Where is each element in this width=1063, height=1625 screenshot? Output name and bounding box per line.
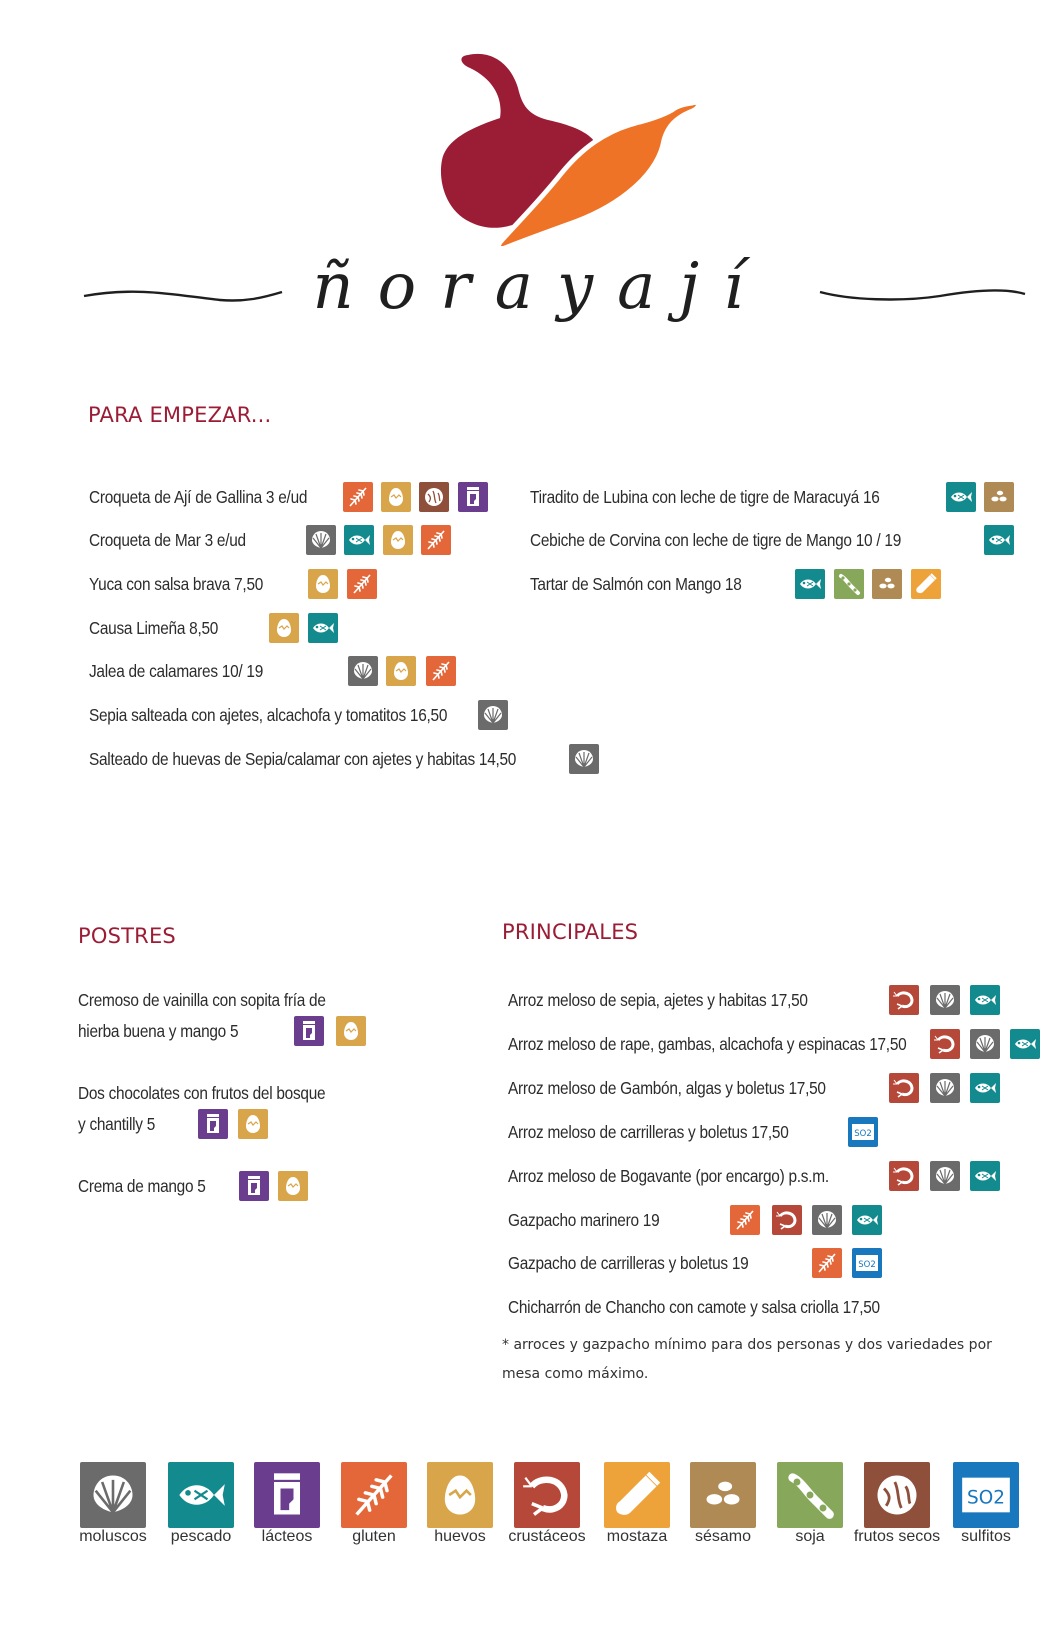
moluscos-icon [348, 656, 378, 686]
section-title-empezar: PARA EMPEZAR... [88, 403, 272, 427]
empezar-right-item-2-text: Tartar de Salmón con Mango 18 [530, 574, 742, 594]
principal-item-7-text: Chicharrón de Chancho con camote y salsa criolla 17,50 [508, 1297, 880, 1317]
svg-text:SO2: SO2 [967, 1487, 1005, 1509]
principal-item-6-text: Gazpacho de carrilleras y boletus 19 [508, 1253, 749, 1273]
huevos-icon [269, 613, 299, 643]
gluten-icon [426, 656, 456, 686]
footnote-line1: * arroces y gazpacho mínimo para dos personas y dos variedades por [502, 1337, 992, 1353]
empezar-right-item-1-text: Cebiche de Corvina con leche de tigre de Mango 10 / 19 [530, 530, 902, 550]
pescado-icon [946, 482, 976, 512]
crustaceos-icon [514, 1462, 580, 1528]
svg-text:SO2: SO2 [858, 1260, 876, 1270]
frutos-secos-icon [864, 1462, 930, 1528]
brand-logo [0, 0, 1063, 360]
moluscos-icon [80, 1462, 146, 1528]
pescado-icon [168, 1462, 234, 1528]
pescado-icon [1010, 1029, 1040, 1059]
lacteos-icon [294, 1016, 324, 1046]
pescado-icon [970, 1073, 1000, 1103]
huevos-icon [427, 1462, 493, 1528]
huevos-icon [278, 1171, 308, 1201]
empezar-item-3-text: Causa Limeña 8,50 [89, 618, 219, 638]
postres-item-0-line2-text: hierba buena y mango 5 [78, 1021, 239, 1041]
gluten-icon [812, 1248, 842, 1278]
principal-item-0-text: Arroz meloso de sepia, ajetes y habitas 17,50 [508, 990, 808, 1010]
postres-item-1-line2-text: y chantilly 5 [78, 1114, 156, 1134]
crustaceos-icon [889, 985, 919, 1015]
sulfitos-icon [848, 1117, 878, 1147]
empezar-item-6-text: Salteado de huevas de Sepia/calamar con ajetes y habitas 14,50 [89, 749, 517, 769]
legend-label-0: moluscos [79, 1528, 147, 1545]
lacteos-icon [198, 1109, 228, 1139]
sulfitos-icon [852, 1248, 882, 1278]
crustaceos-icon [930, 1029, 960, 1059]
gluten-icon [347, 569, 377, 599]
moluscos-icon [970, 1029, 1000, 1059]
footnote-line2: mesa como máximo. [502, 1366, 649, 1382]
gluten-icon [421, 525, 451, 555]
gluten-icon [343, 482, 373, 512]
moluscos-icon [930, 1073, 960, 1103]
principal-item-1-text: Arroz meloso de rape, gambas, alcachofa y espinacas 17,50 [508, 1034, 907, 1054]
legend-label-4: huevos [434, 1528, 486, 1545]
huevos-icon [336, 1016, 366, 1046]
empezar-right-item-0-text: Tiradito de Lubina con leche de tigre de Maracuyá 16 [530, 487, 880, 507]
frutos-secos-icon [419, 482, 449, 512]
moluscos-icon [812, 1205, 842, 1235]
legend-label-3: gluten [352, 1528, 396, 1545]
legend-label-9: frutos secos [853, 1528, 941, 1545]
pescado-icon [308, 613, 338, 643]
empezar-item-4-text: Jalea de calamares 10/ 19 [89, 661, 264, 681]
huevos-icon [238, 1109, 268, 1139]
lacteos-icon [458, 482, 488, 512]
moluscos-icon [569, 744, 599, 774]
sesamo-icon [872, 569, 902, 599]
principal-item-3-text: Arroz meloso de carrilleras y boletus 17,50 [508, 1122, 789, 1142]
empezar-item-5-text: Sepia salteada con ajetes, alcachofa y tomatitos 16,50 [89, 705, 448, 725]
empezar-item-2-text: Yuca con salsa brava 7,50 [89, 574, 264, 594]
lacteos-icon [254, 1462, 320, 1528]
crustaceos-icon [772, 1205, 802, 1235]
flourish-right [820, 290, 1025, 299]
sesamo-icon [984, 482, 1014, 512]
svg-text:SO2: SO2 [854, 1129, 872, 1139]
huevos-icon [383, 525, 413, 555]
legend-label-5: crustáceos [508, 1528, 586, 1545]
principal-item-2-text: Arroz meloso de Gambón, algas y boletus 17,50 [508, 1078, 826, 1098]
soja-icon [834, 569, 864, 599]
postres-item-0-line1-text: Cremoso de vainilla con sopita fría de [78, 990, 326, 1010]
pescado-icon [970, 1161, 1000, 1191]
pescado-icon [795, 569, 825, 599]
brand-wordmark: ñorayají [312, 250, 768, 324]
huevos-icon [381, 482, 411, 512]
principal-item-5-text: Gazpacho marinero 19 [508, 1210, 660, 1230]
legend-label-2: lácteos [261, 1528, 313, 1545]
moluscos-icon [478, 700, 508, 730]
flourish-left [84, 292, 282, 301]
gluten-icon [730, 1205, 760, 1235]
pescado-icon [852, 1205, 882, 1235]
mostaza-icon [604, 1462, 670, 1528]
crustaceos-icon [889, 1073, 919, 1103]
moluscos-icon [930, 1161, 960, 1191]
legend-label-10: sulfitos [961, 1528, 1011, 1545]
crustaceos-icon [889, 1161, 919, 1191]
lacteos-icon [239, 1171, 269, 1201]
principal-item-4-text: Arroz meloso de Bogavante (por encargo) p.s.m. [508, 1166, 829, 1186]
moluscos-icon [306, 525, 336, 555]
section-title-postres: POSTRES [78, 924, 176, 948]
postres-item-1-line1-text: Dos chocolates con frutos del bosque [78, 1083, 326, 1103]
empezar-item-1-text: Croqueta de Mar 3 e/ud [89, 530, 246, 550]
pescado-icon [970, 985, 1000, 1015]
sulfitos-icon [953, 1462, 1019, 1528]
sesamo-icon [690, 1462, 756, 1528]
legend-label-6: mostaza [606, 1528, 668, 1545]
gluten-icon [341, 1462, 407, 1528]
huevos-icon [386, 656, 416, 686]
moluscos-icon [930, 985, 960, 1015]
huevos-icon [308, 569, 338, 599]
pescado-icon [344, 525, 374, 555]
legend-label-7: sésamo [694, 1528, 752, 1545]
postres-item-2-line2-text: Crema de mango 5 [78, 1176, 206, 1196]
legend-label-1: pescado [170, 1528, 232, 1545]
mostaza-icon [911, 569, 941, 599]
section-title-principales: PRINCIPALES [502, 920, 639, 944]
soja-icon [777, 1462, 843, 1528]
legend-label-8: soja [795, 1528, 825, 1545]
pescado-icon [984, 525, 1014, 555]
empezar-item-0-text: Croqueta de Ají de Gallina 3 e/ud [89, 487, 308, 507]
